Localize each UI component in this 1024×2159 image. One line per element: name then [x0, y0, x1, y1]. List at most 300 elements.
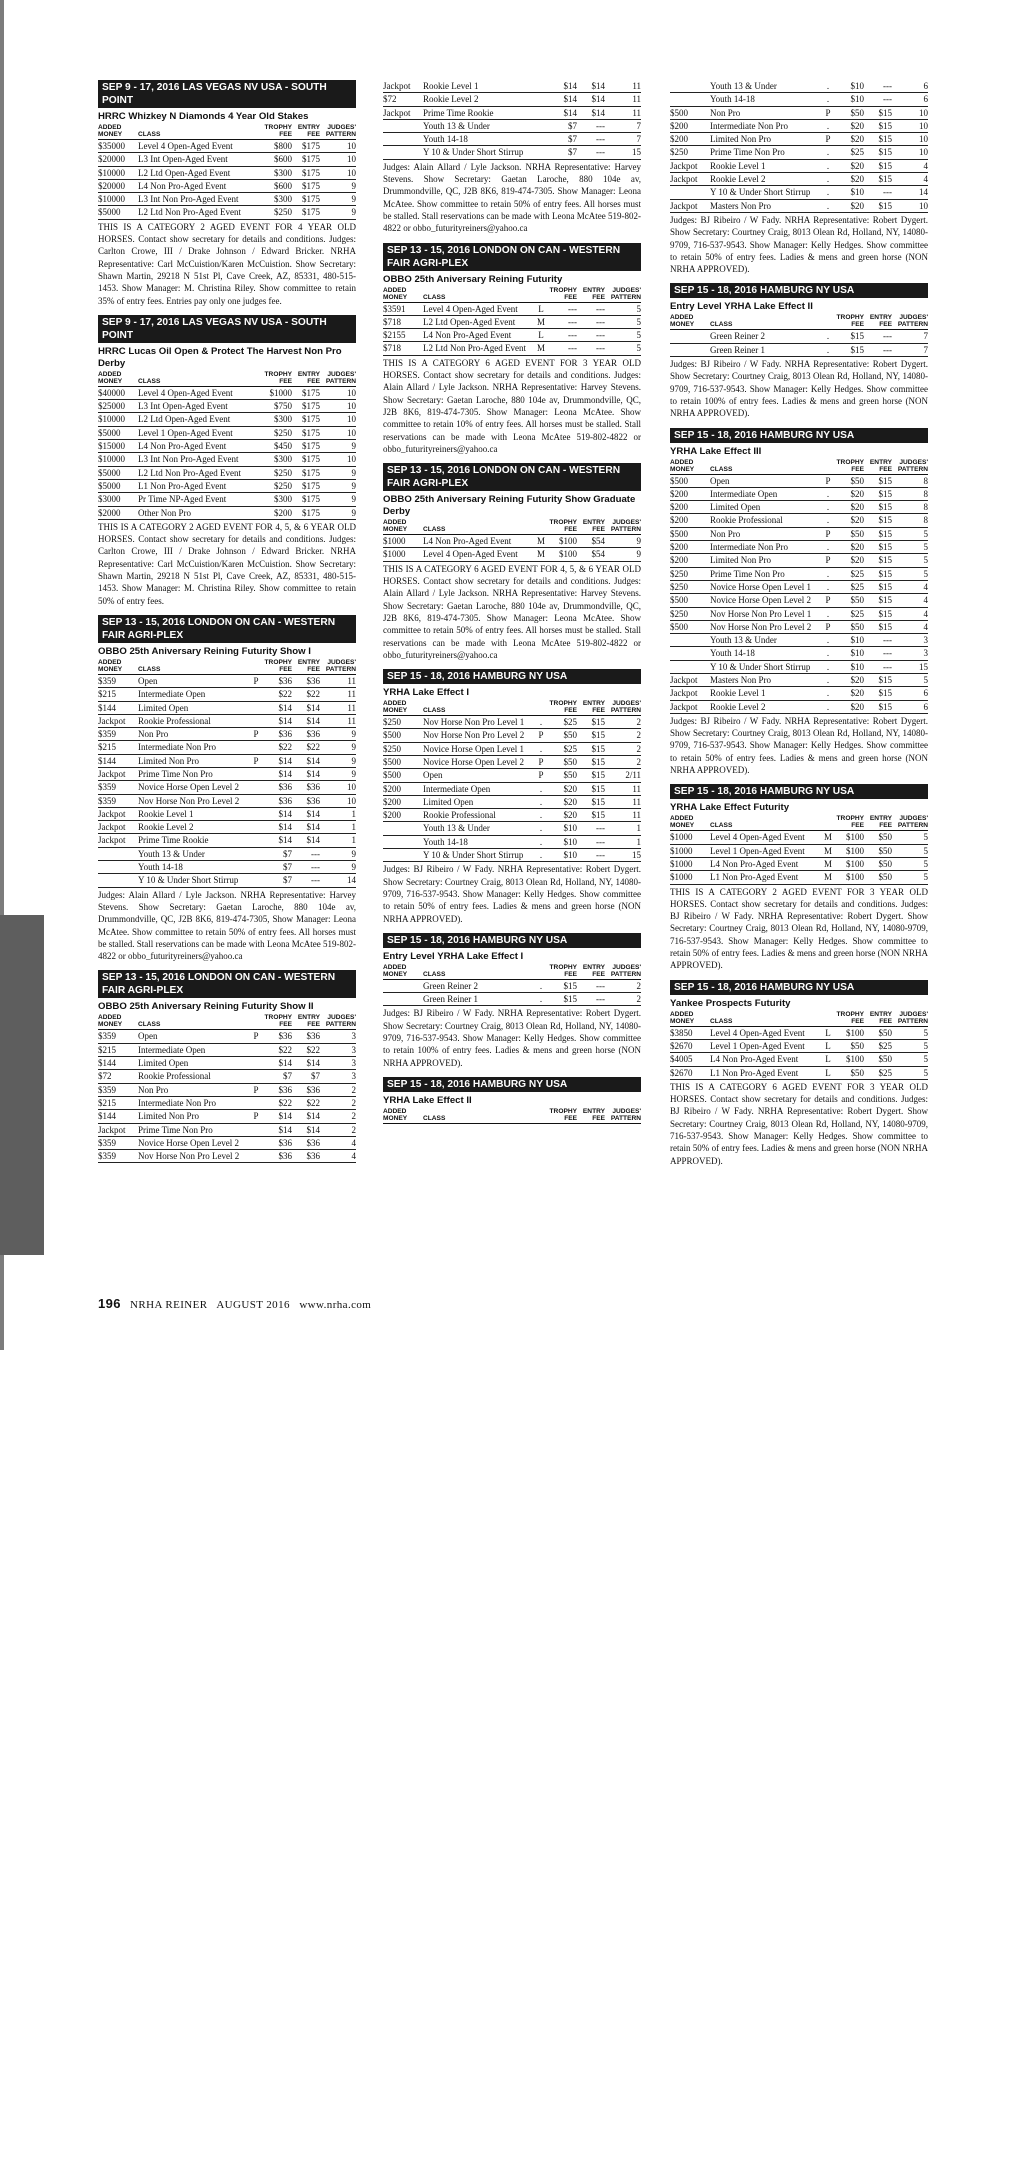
class-code	[250, 1150, 262, 1163]
entry-fee: $100	[834, 831, 864, 844]
table-row	[670, 634, 928, 647]
th-fee2: FEE	[577, 707, 605, 716]
class-code: .	[535, 993, 547, 1006]
class-name: L2 Ltd Non Pro-Aged Event	[138, 206, 250, 219]
column-3	[670, 80, 928, 1175]
class-name: Level 1 Open-Aged Event	[138, 426, 250, 439]
table-row	[670, 594, 928, 607]
class-name: Other Non Pro	[138, 506, 250, 519]
table-row	[670, 607, 928, 620]
class-name: Rookie Level 2	[423, 93, 535, 106]
pattern: 5	[892, 527, 928, 540]
th-blank2	[822, 1018, 834, 1027]
added-money	[670, 80, 710, 93]
entry-fee: $100	[834, 1053, 864, 1066]
table-row	[383, 769, 641, 782]
th-added: ADDED	[383, 1107, 407, 1115]
th-class: CLASS	[423, 707, 535, 716]
pattern: 3	[320, 1030, 356, 1043]
judges-fee: $15	[864, 687, 892, 700]
class-table	[383, 1108, 641, 1124]
class-code	[250, 821, 262, 834]
class-code: P	[250, 754, 262, 767]
th-judges: JUDGES'	[327, 124, 357, 131]
class-code: .	[822, 501, 834, 514]
pattern: 9	[320, 179, 356, 192]
added-money: $250	[383, 742, 423, 755]
pattern: 5	[605, 329, 641, 342]
judges-fee: $15	[577, 769, 605, 782]
class-code: M	[536, 343, 545, 354]
table-row	[383, 979, 641, 992]
class-code: .	[822, 487, 834, 500]
class-code: .	[535, 809, 547, 822]
th-judges: JUDGES'	[612, 963, 642, 971]
table-row	[383, 119, 641, 132]
entry-fee: $7	[547, 146, 577, 159]
class-code	[250, 453, 262, 466]
added-money: Jackpot	[670, 159, 710, 172]
entry-fee: $10	[547, 822, 577, 835]
pattern: 4	[892, 594, 928, 607]
class-name: Youth 14-18	[423, 835, 535, 848]
judges-fee: $175	[292, 140, 320, 153]
pattern: 11	[605, 809, 641, 822]
pattern: 1	[605, 835, 641, 848]
judges-fee: $25	[864, 1039, 892, 1052]
judges-fee: ---	[864, 660, 892, 673]
class-code: .	[822, 607, 834, 620]
judges-fee: $15	[864, 580, 892, 593]
event-notes: THIS IS A CATEGORY 2 AGED EVENT FOR 4 YEAR OLD HORSES. Contact show secretary for details and conditions. Judges: Carlton Crowe, III / Drake Johnson / Edward Bricker. NRHA Representative: Carl McCuistion/Karen McCuistion. Show Secretary: Shawn Martin, 29218 N 51st Pl, Cave Creek, AZ, 85331, 480-515-1453. Show Manager: M. Christina Riley. Show committee to retain 35% of entry fees. Entries pay only one judges fee.	[98, 221, 356, 306]
th-blank	[423, 287, 535, 294]
th-trophy: TROPHY	[836, 1010, 865, 1018]
added-money: $20000	[98, 179, 138, 192]
th-money: MONEY	[383, 707, 423, 716]
th-pattern: PATTERN	[320, 1021, 356, 1030]
pattern: 5	[892, 541, 928, 554]
entry-fee: $20	[834, 159, 864, 172]
entry-fee: $50	[547, 729, 577, 742]
added-money: $200	[670, 133, 710, 146]
table-row	[98, 493, 356, 506]
pattern: 8	[892, 487, 928, 500]
judges-fee: $175	[292, 166, 320, 179]
entry-fee: $36	[262, 728, 292, 741]
th-trophy: TROPHY	[264, 370, 293, 378]
pattern: 3	[320, 1070, 356, 1083]
class-code	[250, 1043, 262, 1056]
judges-fee: $14	[292, 767, 320, 780]
class-code: L	[822, 1039, 834, 1052]
class-name: Youth 14-18	[138, 861, 250, 874]
event-header: SEP 15 - 18, 2016 HAMBURG NY USA	[670, 784, 928, 799]
pattern: 4	[892, 580, 928, 593]
th-fee2: FEE	[577, 526, 605, 535]
th-blank2	[535, 707, 547, 716]
judges-fee: $15	[577, 782, 605, 795]
judges-fee: $50	[864, 1026, 892, 1039]
class-table	[670, 815, 928, 884]
table-row	[98, 1096, 356, 1109]
class-code	[250, 781, 262, 794]
added-money: $10000	[98, 413, 138, 426]
added-money: $250	[670, 567, 710, 580]
class-code: .	[822, 173, 834, 186]
class-code: M	[823, 832, 832, 843]
class-code: .	[535, 716, 547, 729]
added-money: $10000	[98, 453, 138, 466]
class-name: Prime Time Non Pro	[710, 567, 822, 580]
added-money: $1000	[670, 857, 710, 870]
entry-fee: $600	[262, 153, 292, 166]
class-name: Level 1 Open-Aged Event	[710, 844, 822, 857]
th-class: CLASS	[710, 822, 822, 831]
added-money: $250	[670, 146, 710, 159]
th-money: MONEY	[670, 822, 710, 831]
event-notes: Judges: BJ Ribeiro / W Fady. NRHA Representative: Robert Dygert. Show Secretary: Courtney Craig, 8013 Olean Rd, Holland, NY, 14080-9709, 716-537-9543. Show Manager: Kelly Hedges. Show committee to retain 50% of entry fees. Ladies & mens and green horse (NON NRHA APPROVED).	[670, 715, 928, 776]
pattern: 10	[320, 153, 356, 166]
added-money	[383, 979, 423, 992]
th-class: CLASS	[423, 1115, 535, 1124]
added-money	[383, 146, 423, 159]
judges-fee: $15	[577, 809, 605, 822]
event-header: SEP 13 - 15, 2016 LONDON ON CAN - WESTERN FAIR AGRI-PLEX	[98, 970, 356, 998]
table-row	[383, 146, 641, 159]
table-row	[670, 857, 928, 870]
th-trophy: TROPHY	[549, 700, 578, 708]
pattern: 9	[320, 847, 356, 860]
th-fee: FEE	[834, 1018, 864, 1027]
pattern: 11	[605, 80, 641, 93]
class-name: Intermediate Open	[138, 1043, 250, 1056]
class-table	[383, 80, 641, 160]
added-money	[670, 647, 710, 660]
entry-fee: $25	[834, 146, 864, 159]
entry-fee: $7	[547, 133, 577, 146]
table-row	[98, 426, 356, 439]
table-row	[98, 506, 356, 519]
entry-fee: $300	[262, 493, 292, 506]
class-code: .	[535, 782, 547, 795]
table-row	[98, 1070, 356, 1083]
th-entry: ENTRY	[869, 458, 893, 466]
class-name: Youth 13 & Under	[710, 80, 822, 93]
th-added: ADDED	[383, 700, 407, 708]
class-code	[250, 506, 262, 519]
event-block	[670, 980, 928, 1167]
event-title: OBBO 25th Aniversary Reining Futurity Show Graduate Derby	[383, 494, 636, 518]
class-name: Novice Horse Open Level 2	[710, 594, 822, 607]
class-table	[383, 964, 641, 1007]
class-code: P	[535, 755, 547, 768]
judges-fee: ---	[577, 849, 605, 862]
th-fee2: FEE	[577, 294, 605, 303]
class-name: Level 4 Open-Aged Event	[423, 302, 535, 315]
class-name: Novice Horse Open Level 1	[710, 580, 822, 593]
judges-fee: $15	[577, 795, 605, 808]
event-block	[670, 428, 928, 777]
judges-fee: ---	[577, 979, 605, 992]
th-money: MONEY	[670, 466, 710, 475]
table-row	[383, 993, 641, 1006]
table-row	[98, 400, 356, 413]
class-name: L1 Non Pro-Aged Event	[138, 479, 250, 492]
judges-fee: $15	[864, 541, 892, 554]
table-row	[670, 146, 928, 159]
table-row	[98, 1110, 356, 1123]
judges-fee: ---	[864, 634, 892, 647]
event-notes: THIS IS A CATEGORY 6 AGED EVENT FOR 3 YEAR OLD HORSES. Contact show secretary for details and conditions. Judges: BJ Ribeiro / W Fady. NRHA Representative: Robert Dygert. Show Secretary: Courtney Craig, 8013 Olean Rd, Holland, NY, 14080-9709, 716-537-9543. Show Manager: Kelly Hedges. Show committee to retain 50% of entry fees. Ladies & mens and green horse (NON NRHA APPROVED).	[670, 1081, 928, 1166]
th-added: ADDED	[98, 370, 122, 378]
pattern: 5	[605, 302, 641, 315]
class-code	[250, 767, 262, 780]
class-table	[383, 287, 641, 356]
entry-fee: $10	[834, 186, 864, 199]
th-fee2: FEE	[864, 822, 892, 831]
entry-fee: $250	[262, 466, 292, 479]
judges-fee: $54	[577, 548, 605, 561]
class-code: .	[535, 835, 547, 848]
pattern: 2	[605, 716, 641, 729]
class-name: Novice Horse Open Level 1	[423, 742, 535, 755]
table-row	[670, 1026, 928, 1039]
class-code: .	[535, 979, 547, 992]
entry-fee: $20	[834, 133, 864, 146]
added-money: $359	[98, 794, 138, 807]
table-row	[670, 487, 928, 500]
added-money: $359	[98, 1136, 138, 1149]
table-row	[98, 140, 356, 153]
class-name: Limited Open	[710, 501, 822, 514]
judges-fee: $15	[864, 146, 892, 159]
added-money: Jackpot	[98, 834, 138, 847]
pattern: 2	[605, 993, 641, 1006]
judges-fee: $175	[292, 493, 320, 506]
entry-fee: $14	[262, 834, 292, 847]
pattern: 5	[892, 844, 928, 857]
pattern: 7	[892, 343, 928, 356]
entry-fee: $14	[262, 1057, 292, 1070]
class-name: L1 Non Pro-Aged Event	[710, 1066, 822, 1079]
class-code	[535, 133, 547, 146]
entry-fee: $10	[834, 93, 864, 106]
class-name: Prime Time Non Pro	[138, 767, 250, 780]
table-row	[98, 701, 356, 714]
class-code: P	[822, 554, 834, 567]
added-money: $1000	[383, 548, 423, 561]
table-row	[670, 1066, 928, 1079]
judges-fee: $15	[577, 716, 605, 729]
table-row	[670, 80, 928, 93]
pattern: 3	[892, 647, 928, 660]
judges-fee: $14	[577, 93, 605, 106]
class-code: .	[822, 634, 834, 647]
judges-fee: $175	[292, 479, 320, 492]
pattern: 10	[320, 781, 356, 794]
added-money: Jackpot	[98, 714, 138, 727]
pattern: 14	[320, 874, 356, 887]
added-money	[670, 634, 710, 647]
th-money: MONEY	[383, 294, 423, 303]
pattern: 8	[892, 474, 928, 487]
class-code	[250, 206, 262, 219]
judges-fee: $14	[292, 714, 320, 727]
class-code	[250, 834, 262, 847]
judges-fee: ---	[292, 861, 320, 874]
added-money: $10000	[98, 193, 138, 206]
th-blank2	[822, 822, 834, 831]
added-money	[383, 993, 423, 1006]
table-row	[98, 1030, 356, 1043]
th-pattern: PATTERN	[892, 1018, 928, 1027]
class-name: Intermediate Non Pro	[138, 741, 250, 754]
judges-fee: ---	[577, 342, 605, 355]
th-fee: FEE	[547, 1115, 577, 1124]
judges-fee: ---	[577, 119, 605, 132]
table-row	[670, 93, 928, 106]
pattern: 7	[892, 330, 928, 343]
th-pattern: PATTERN	[605, 971, 641, 980]
added-money: Jackpot	[383, 106, 423, 119]
judges-fee: $15	[864, 173, 892, 186]
class-code	[250, 153, 262, 166]
th-entry: ENTRY	[582, 519, 606, 527]
pattern: 5	[892, 554, 928, 567]
entry-fee: $20	[834, 687, 864, 700]
pattern: 8	[892, 514, 928, 527]
judges-fee: $15	[864, 514, 892, 527]
entry-fee: $36	[262, 794, 292, 807]
th-trophy: TROPHY	[836, 815, 865, 823]
pattern: 10	[320, 400, 356, 413]
judges-fee: ---	[864, 343, 892, 356]
table-row	[98, 1123, 356, 1136]
added-money: $359	[98, 1150, 138, 1163]
judges-fee: ---	[577, 133, 605, 146]
th-blank2	[250, 131, 262, 140]
pattern: 4	[892, 620, 928, 633]
pattern: 9	[320, 466, 356, 479]
th-money: MONEY	[670, 1018, 710, 1027]
class-table	[670, 459, 928, 714]
pattern: 9	[320, 479, 356, 492]
th-money: MONEY	[98, 666, 138, 675]
judges-fee: $175	[292, 506, 320, 519]
th-trophy: TROPHY	[549, 519, 578, 527]
entry-fee: $14	[262, 807, 292, 820]
class-code: P	[822, 620, 834, 633]
pattern: 10	[320, 386, 356, 399]
entry-fee: $36	[262, 1150, 292, 1163]
pattern: 9	[605, 535, 641, 548]
th-entry: ENTRY	[582, 286, 606, 294]
table-row	[670, 673, 928, 686]
added-money: $4005	[670, 1053, 710, 1066]
table-row	[383, 822, 641, 835]
event-header: SEP 15 - 18, 2016 HAMBURG NY USA	[670, 980, 928, 995]
added-money: $200	[670, 487, 710, 500]
th-money: MONEY	[98, 131, 138, 140]
pattern: 9	[320, 440, 356, 453]
class-name: Non Pro	[710, 106, 822, 119]
th-judges: JUDGES'	[612, 286, 642, 294]
th-fee: FEE	[547, 971, 577, 980]
event-notes: Judges: Alain Allard / Lyle Jackson. NRHA Representative: Harvey Stevens. Show Secretary: Gaetan Laroche, 880 104e av, Drummondville, QC, J2B 8K6, 819-474-7305, Show Manager: Leona McAtee. Show committee to retain 50% of entry fees. All horses must be stalled. Stall reservations can be made with Leona McAtee 519-802-4822 or obbo_futurityreiners@yahoo.ca	[98, 889, 356, 962]
class-table	[670, 314, 928, 357]
class-name: Prime Time Rookie	[138, 834, 250, 847]
table-row	[383, 80, 641, 93]
table-row	[670, 660, 928, 673]
entry-fee: $50	[547, 755, 577, 768]
class-name: Rookie Professional	[423, 809, 535, 822]
entry-fee: $300	[262, 413, 292, 426]
entry-fee: $14	[262, 701, 292, 714]
th-trophy: TROPHY	[836, 314, 865, 322]
class-name: Open	[423, 769, 535, 782]
table-row	[98, 821, 356, 834]
class-name: Youth 13 & Under	[710, 634, 822, 647]
table-row	[98, 847, 356, 860]
class-code	[250, 688, 262, 701]
pattern: 15	[605, 146, 641, 159]
class-table	[670, 80, 928, 213]
event-notes: Judges: BJ Ribeiro / W Fady. NRHA Representative: Robert Dygert. Show Secretary: Courtney Craig, 8013 Olean Rd, Holland, NY, 14080-9709, 716-537-9543. Show Manager: Kelly Hedges. Show committee to retain 50% of entry fees. Ladies & mens and green horse (NON NRHA APPROVED).	[383, 864, 641, 924]
pattern: 4	[320, 1150, 356, 1163]
added-money: $500	[383, 755, 423, 768]
entry-fee: $22	[262, 741, 292, 754]
class-code: P	[822, 106, 834, 119]
th-fee2: FEE	[864, 321, 892, 330]
entry-fee: $15	[547, 993, 577, 1006]
class-name: L4 Non Pro-Aged Event	[423, 535, 535, 548]
pattern: 9	[320, 728, 356, 741]
table-row	[383, 716, 641, 729]
entry-fee: $15	[834, 330, 864, 343]
th-money: MONEY	[98, 1021, 138, 1030]
judges-fee: $175	[292, 193, 320, 206]
pattern: 11	[320, 688, 356, 701]
event-header: SEP 15 - 18, 2016 HAMBURG NY USA	[383, 669, 641, 684]
judges-fee: ---	[577, 302, 605, 315]
entry-fee: $1000	[262, 386, 292, 399]
th-fee: FEE	[834, 466, 864, 475]
added-money: $250	[670, 607, 710, 620]
th-trophy: TROPHY	[264, 124, 293, 131]
pattern: 4	[892, 173, 928, 186]
class-name: Limited Open	[138, 701, 250, 714]
added-money	[670, 330, 710, 343]
pattern: 4	[892, 607, 928, 620]
th-class: CLASS	[138, 666, 250, 675]
judges-fee: $15	[864, 700, 892, 713]
th-class: CLASS	[710, 466, 822, 475]
th-added: ADDED	[98, 1014, 122, 1022]
added-money: $144	[98, 1057, 138, 1070]
added-money: $3850	[670, 1026, 710, 1039]
judges-fee: $36	[292, 674, 320, 687]
class-code	[250, 1136, 262, 1149]
entry-fee: $36	[262, 1030, 292, 1043]
event-title: OBBO 25th Aniversary Reining Futurity Show I	[98, 645, 311, 657]
class-name: Green Reiner 1	[710, 343, 822, 356]
judges-fee: $25	[864, 1066, 892, 1079]
class-code	[250, 874, 262, 887]
added-money	[98, 847, 138, 860]
entry-fee: $50	[834, 1066, 864, 1079]
judges-fee: $175	[292, 440, 320, 453]
table-row	[98, 479, 356, 492]
